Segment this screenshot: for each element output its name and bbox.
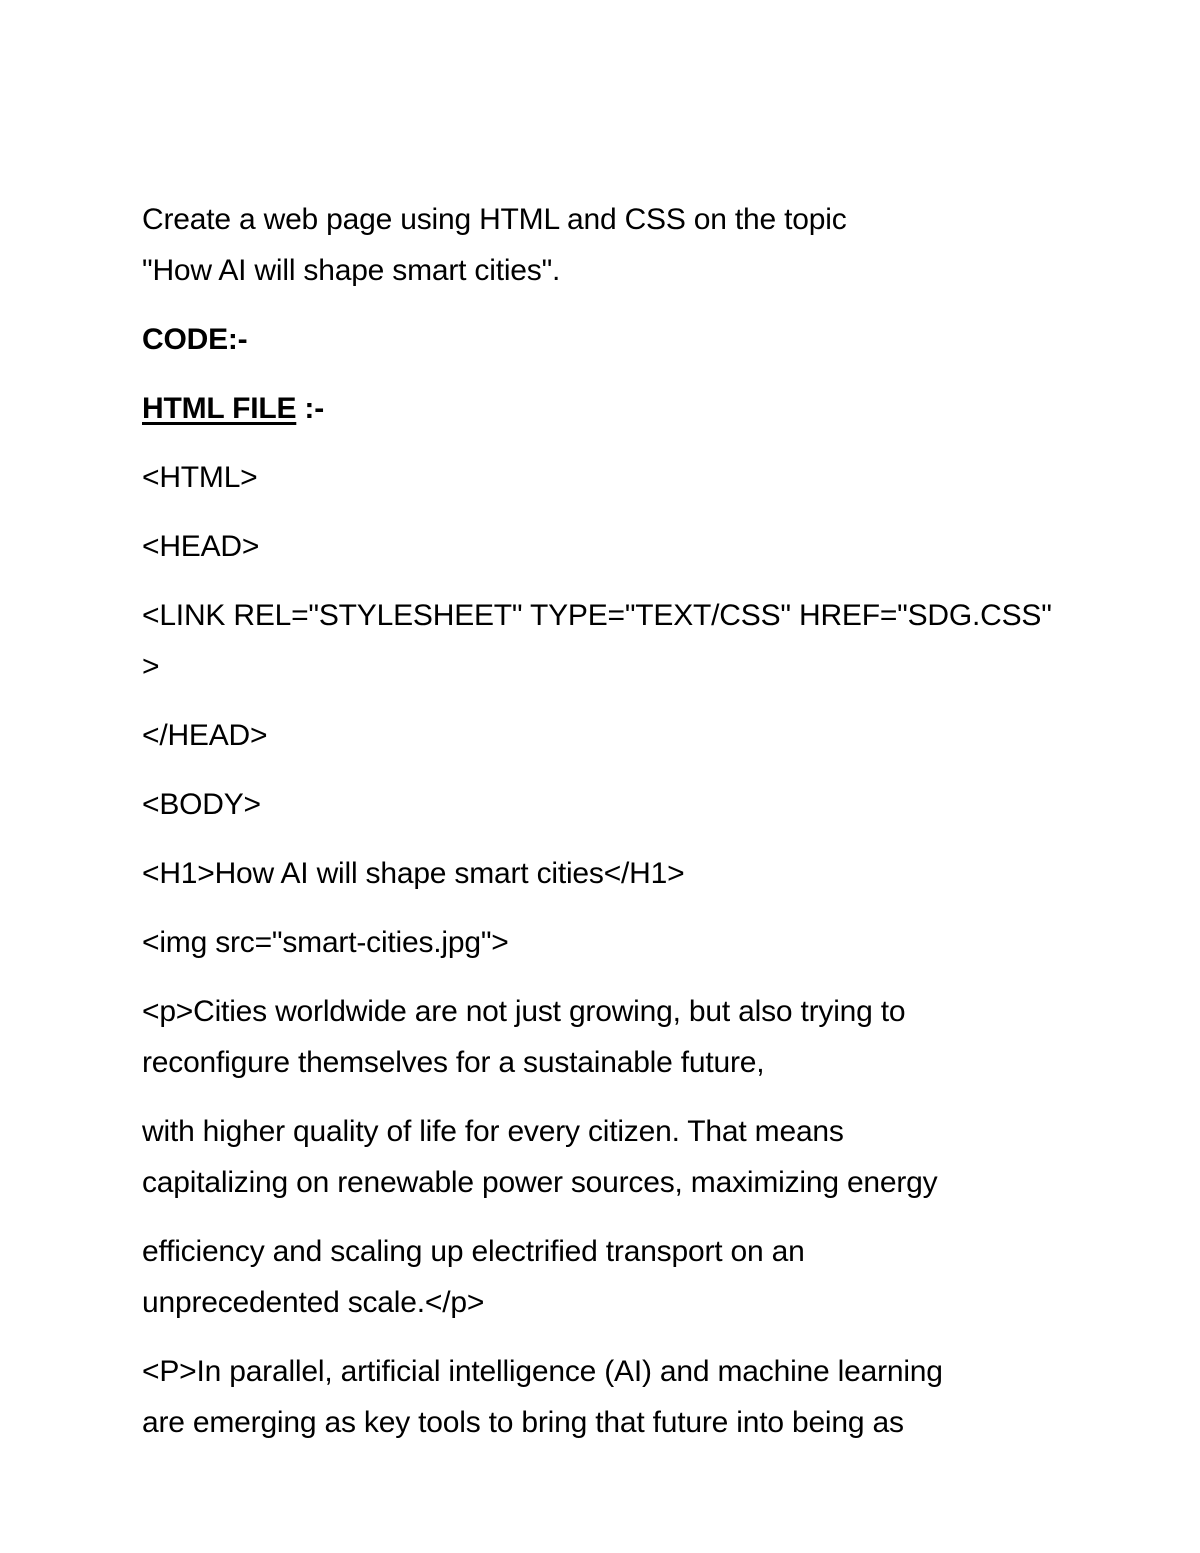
- html-file-heading: [142, 383, 1072, 434]
- code-paragraph-4-line-1: <P>In parallel, artificial intelligence (AI) and machine learning: [142, 1355, 943, 1388]
- code-paragraph-2-line-2: capitalizing on renewable power sources, maximizing energy: [142, 1166, 938, 1199]
- code-paragraph-3-line-2: unprecedented scale.</p>: [142, 1286, 485, 1319]
- code-line-html: <HTML>: [142, 461, 258, 494]
- code-paragraph-1: [142, 986, 1072, 1088]
- intro-line-1: Create a web page using HTML and CSS on the topic: [142, 203, 847, 236]
- code-heading: CODE:-: [142, 323, 248, 356]
- code-paragraph-2-line-1: with higher quality of life for every citizen. That means: [142, 1115, 844, 1148]
- html-file-suffix: :-: [296, 392, 325, 425]
- code-paragraph-4-line-2: are emerging as key tools to bring that future into being as: [142, 1406, 904, 1439]
- code-line-img: <img src="smart-cities.jpg">: [142, 926, 509, 959]
- code-line-link: <LINK REL="STYLESHEET" TYPE="TEXT/CSS" HREF="SDG.CSS" >: [142, 599, 1052, 683]
- code-paragraph-3: [142, 1226, 1072, 1328]
- code-line-h1: <H1>How AI will shape smart cities</H1>: [142, 857, 685, 890]
- code-line-head-close: </HEAD>: [142, 719, 268, 752]
- code-paragraph-2: [142, 1106, 1072, 1208]
- intro-line-2: "How AI will shape smart cities".: [142, 254, 561, 287]
- intro-paragraph: [142, 194, 1072, 296]
- code-paragraph-1-line-2: reconfigure themselves for a sustainable future,: [142, 1046, 765, 1079]
- code-paragraph-3-line-1: efficiency and scaling up electrified transport on an: [142, 1235, 805, 1268]
- html-file-label: HTML FILE: [142, 392, 297, 425]
- code-line-head: <HEAD>: [142, 530, 260, 563]
- code-paragraph-1-line-1: <p>Cities worldwide are not just growing, but also trying to: [142, 995, 906, 1028]
- document-body: [142, 194, 1072, 1466]
- code-paragraph-4: [142, 1346, 1072, 1448]
- code-line-body: <BODY>: [142, 788, 261, 821]
